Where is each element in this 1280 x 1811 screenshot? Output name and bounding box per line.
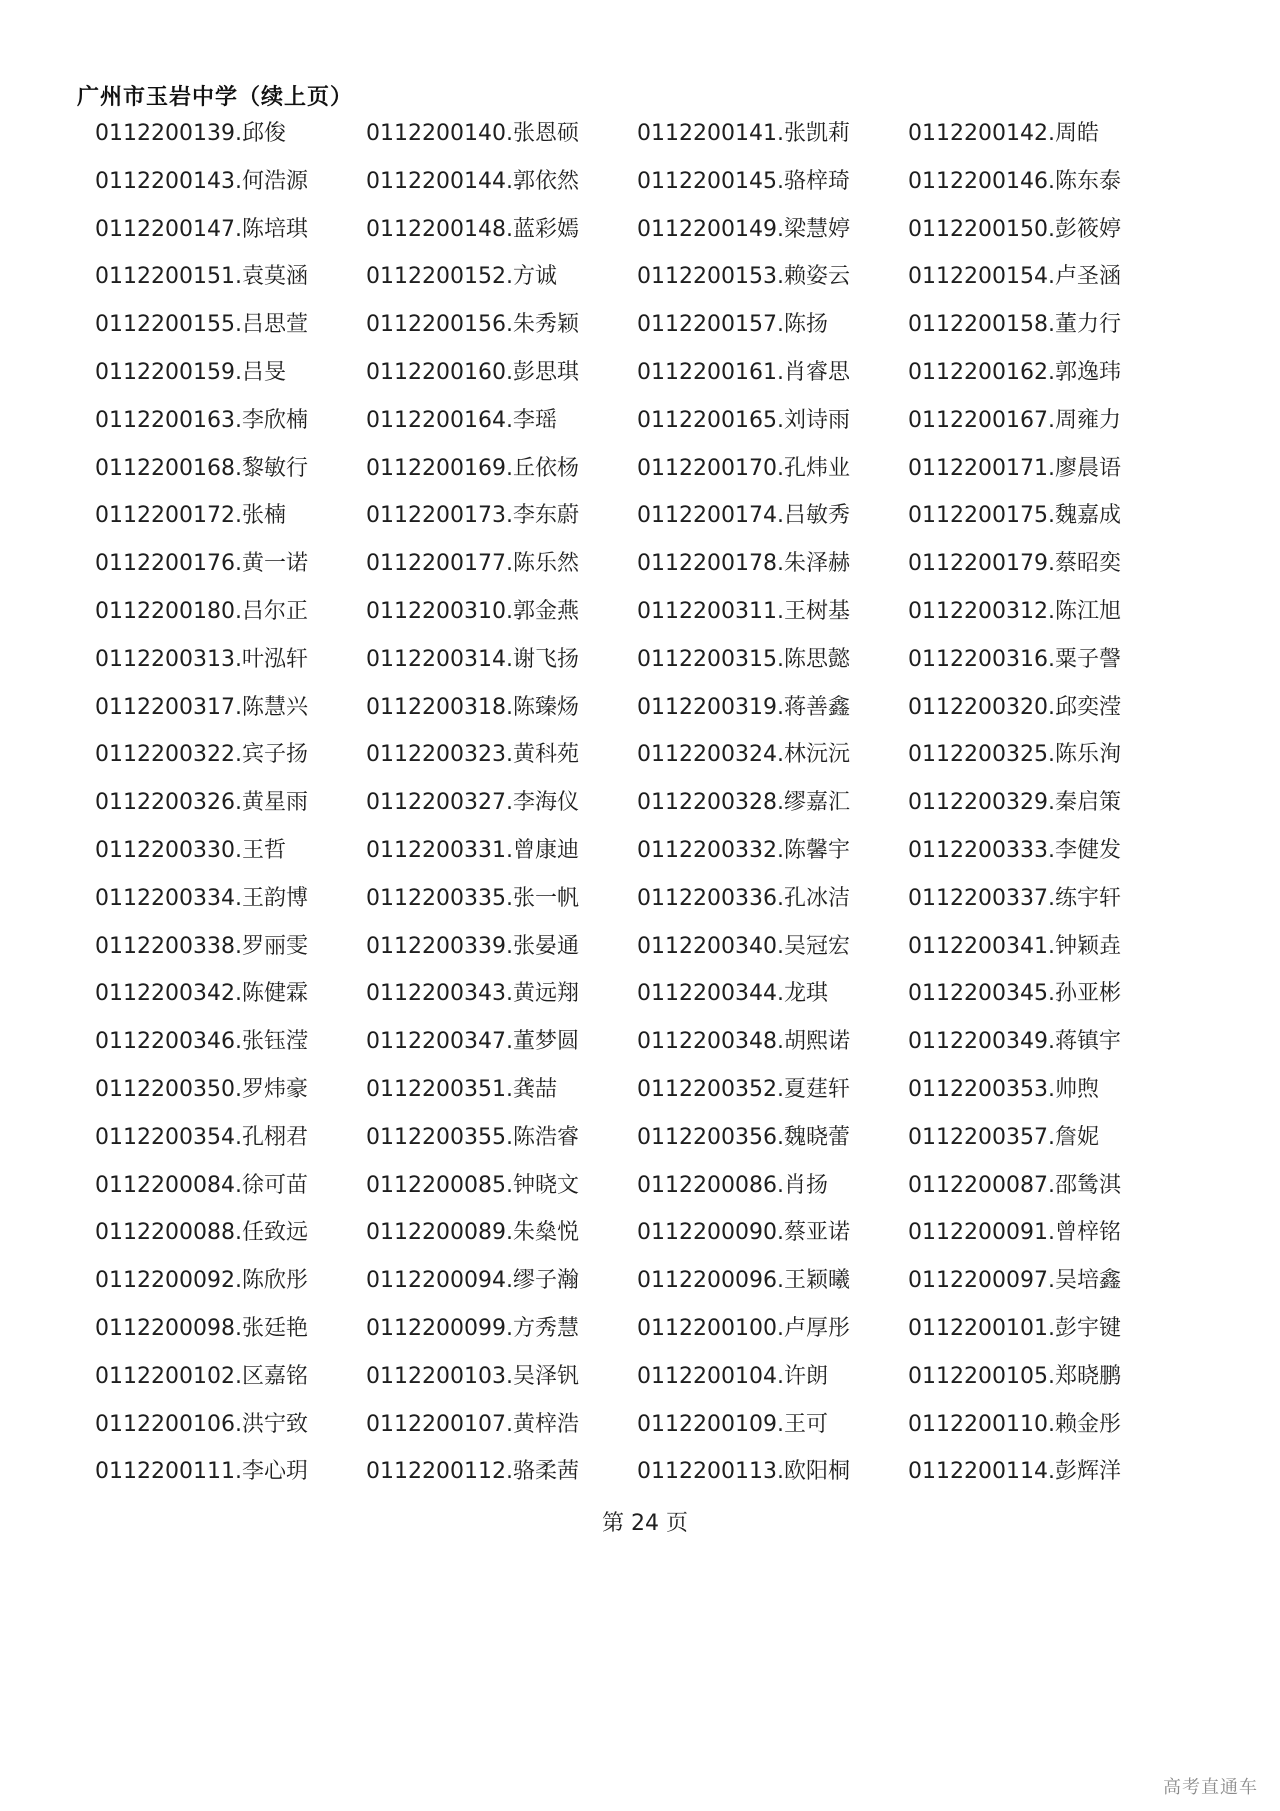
list-item: 0112200092.陈欣彤 (95, 1268, 308, 1294)
list-item: 0112200111.李心玥 (95, 1459, 308, 1485)
list-item: 0112200310.郭金燕 (366, 598, 579, 624)
list-item: 0112200174.吕敏秀 (637, 503, 850, 529)
list-item: 0112200350.罗炜豪 (95, 1076, 308, 1102)
page-number: 第 24 页 (602, 1511, 688, 1536)
list-item: 0112200101.彭宇键 (908, 1315, 1121, 1341)
list-item: 0112200089.朱燊悦 (366, 1220, 579, 1246)
list-item: 0112200354.孔栩君 (95, 1124, 308, 1150)
list-item: 0112200143.何浩源 (95, 168, 308, 194)
list-item: 0112200144.郭依然 (366, 168, 579, 194)
list-item: 0112200323.黄科苑 (366, 742, 579, 768)
list-item: 0112200157.陈扬 (637, 312, 828, 338)
list-item: 0112200175.魏嘉成 (908, 503, 1121, 529)
list-item: 0112200348.胡熙诺 (637, 1029, 850, 1055)
list-item: 0112200344.龙琪 (637, 981, 828, 1007)
list-item: 0112200177.陈乐然 (366, 551, 579, 577)
list-item: 0112200335.张一帆 (366, 885, 579, 911)
list-item: 0112200338.罗丽雯 (95, 933, 308, 959)
list-item: 0112200156.朱秀颖 (366, 312, 579, 338)
list-item: 0112200351.龚喆 (366, 1076, 557, 1102)
list-item: 0112200145.骆梓琦 (637, 168, 850, 194)
list-item: 0112200146.陈东泰 (908, 168, 1121, 194)
list-item: 0112200142.周皓 (908, 121, 1099, 146)
list-item: 0112200176.黄一诺 (95, 551, 308, 577)
list-item: 0112200347.董梦圆 (366, 1029, 579, 1055)
list-item: 0112200153.赖姿云 (637, 264, 850, 290)
list-item: 0112200171.廖晨语 (908, 455, 1121, 481)
list-item: 0112200337.练宇轩 (908, 885, 1121, 911)
list-item: 0112200333.李健发 (908, 837, 1121, 863)
list-item: 0112200339.张晏通 (366, 933, 579, 959)
list-item: 0112200326.黄星雨 (95, 790, 308, 816)
list-item: 0112200319.蒋善鑫 (637, 694, 850, 720)
list-item: 0112200152.方诚 (366, 264, 557, 290)
list-item: 0112200090.蔡亚诺 (637, 1220, 850, 1246)
section-heading: 广州市玉岩中学（续上页） (77, 85, 354, 110)
list-item: 0112200112.骆柔茜 (366, 1459, 579, 1485)
list-item: 0112200341.钟颖垚 (908, 933, 1121, 959)
list-item: 0112200100.卢厚彤 (637, 1315, 850, 1341)
list-item: 0112200349.蒋镇宇 (908, 1029, 1121, 1055)
list-item: 0112200088.任致远 (95, 1220, 308, 1246)
list-item: 0112200168.黎敏行 (95, 455, 308, 481)
list-item: 0112200332.陈馨宇 (637, 837, 850, 863)
list-item: 0112200085.钟晓文 (366, 1172, 579, 1198)
list-item: 0112200345.孙亚彬 (908, 981, 1121, 1007)
list-item: 0112200154.卢圣涵 (908, 264, 1121, 290)
list-item: 0112200104.许朗 (637, 1363, 828, 1389)
list-item: 0112200324.林沅沅 (637, 742, 850, 768)
list-item: 0112200161.肖睿思 (637, 359, 850, 385)
watermark-text: 高考直通车 (1163, 1777, 1258, 1798)
list-item: 0112200340.吴冠宏 (637, 933, 850, 959)
list-item: 0112200355.陈浩睿 (366, 1124, 579, 1150)
list-item: 0112200316.粟子謦 (908, 646, 1121, 672)
list-item: 0112200315.陈思懿 (637, 646, 850, 672)
list-item: 0112200091.曾梓铭 (908, 1220, 1121, 1246)
list-item: 0112200159.吕旻 (95, 359, 286, 385)
list-item: 0112200105.郑晓鹏 (908, 1363, 1121, 1389)
list-item: 0112200163.李欣楠 (95, 407, 308, 433)
list-item: 0112200357.詹妮 (908, 1124, 1099, 1150)
list-item: 0112200334.王韵博 (95, 885, 308, 911)
list-item: 0112200179.蔡昭奕 (908, 551, 1121, 577)
list-item: 0112200140.张恩硕 (366, 121, 579, 146)
list-item: 0112200169.丘依杨 (366, 455, 579, 481)
list-item: 0112200155.吕思萱 (95, 312, 308, 338)
list-item: 0112200160.彭思琪 (366, 359, 579, 385)
list-item: 0112200165.刘诗雨 (637, 407, 850, 433)
list-item: 0112200327.李海仪 (366, 790, 579, 816)
list-item: 0112200162.郭逸玮 (908, 359, 1121, 385)
admission-list (95, 119, 1215, 1505)
list-item: 0112200164.李瑶 (366, 407, 557, 433)
list-item: 0112200328.缪嘉汇 (637, 790, 850, 816)
list-item: 0112200094.缪子瀚 (366, 1268, 579, 1294)
list-item: 0112200102.区嘉铭 (95, 1363, 308, 1389)
list-item: 0112200103.吴泽钒 (366, 1363, 579, 1389)
list-item: 0112200330.王哲 (95, 837, 286, 863)
list-item: 0112200109.王可 (637, 1411, 828, 1437)
list-item: 0112200346.张钰滢 (95, 1029, 308, 1055)
list-item: 0112200318.陈臻炀 (366, 694, 579, 720)
list-item: 0112200099.方秀慧 (366, 1315, 579, 1341)
list-item: 0112200329.秦启策 (908, 790, 1121, 816)
list-item: 0112200158.董力行 (908, 312, 1121, 338)
list-item: 0112200107.黄梓浩 (366, 1411, 579, 1437)
list-item: 0112200098.张廷艳 (95, 1315, 308, 1341)
list-item: 0112200331.曾康迪 (366, 837, 579, 863)
list-item: 0112200139.邱俊 (95, 121, 286, 146)
list-item: 0112200114.彭辉洋 (908, 1459, 1121, 1485)
list-item: 0112200342.陈健霖 (95, 981, 308, 1007)
list-item: 0112200322.宾子扬 (95, 742, 308, 768)
list-item: 0112200311.王树基 (637, 598, 850, 624)
list-item: 0112200087.邵鸶淇 (908, 1172, 1121, 1198)
list-item: 0112200312.陈江旭 (908, 598, 1121, 624)
list-item: 0112200172.张楠 (95, 503, 286, 529)
list-item: 0112200086.肖扬 (637, 1172, 828, 1198)
list-item: 0112200320.邱奕滢 (908, 694, 1121, 720)
list-item: 0112200149.梁慧婷 (637, 216, 850, 242)
list-item: 0112200147.陈培琪 (95, 216, 308, 242)
list-item: 0112200356.魏晓蕾 (637, 1124, 850, 1150)
list-item: 0112200096.王颖曦 (637, 1268, 850, 1294)
list-item: 0112200353.帅煦 (908, 1076, 1099, 1102)
list-item: 0112200336.孔冰洁 (637, 885, 850, 911)
list-item: 0112200352.夏莛轩 (637, 1076, 850, 1102)
list-item: 0112200313.叶泓轩 (95, 646, 308, 672)
list-item: 0112200317.陈慧兴 (95, 694, 308, 720)
list-item: 0112200113.欧阳桐 (637, 1459, 850, 1485)
list-item: 0112200151.袁莫涵 (95, 264, 308, 290)
list-item: 0112200167.周雍力 (908, 407, 1121, 433)
list-item: 0112200173.李东蔚 (366, 503, 579, 529)
list-item: 0112200178.朱泽赫 (637, 551, 850, 577)
list-item: 0112200141.张凯莉 (637, 121, 850, 146)
list-item: 0112200180.吕尔正 (95, 598, 308, 624)
list-item: 0112200084.徐可苗 (95, 1172, 308, 1198)
list-item: 0112200148.蓝彩嫣 (366, 216, 579, 242)
list-item: 0112200150.彭筱婷 (908, 216, 1121, 242)
list-item: 0112200170.孔炜业 (637, 455, 850, 481)
list-item: 0112200110.赖金彤 (908, 1411, 1121, 1437)
list-item: 0112200314.谢飞扬 (366, 646, 579, 672)
list-item: 0112200106.洪宁致 (95, 1411, 308, 1437)
list-item: 0112200325.陈乐洵 (908, 742, 1121, 768)
list-item: 0112200343.黄远翔 (366, 981, 579, 1007)
list-item: 0112200097.吴培鑫 (908, 1268, 1121, 1294)
